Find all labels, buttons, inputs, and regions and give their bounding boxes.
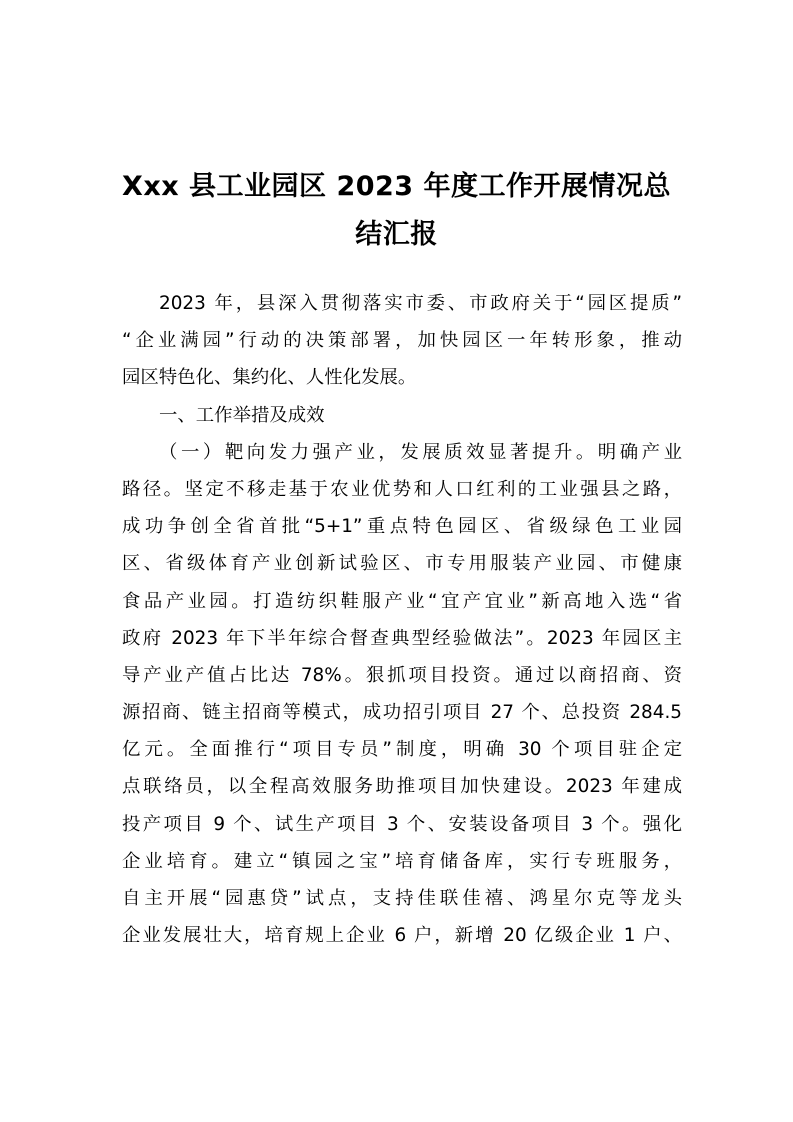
title-line: Xxx 县工业园区 2023 年度工作开展情况总 bbox=[122, 171, 671, 202]
title-line: 结汇报 bbox=[355, 219, 438, 250]
text-line: 亿元。全面推行“项目专员”制度，明确 30 个项目驻企定 bbox=[122, 739, 682, 761]
text-line: 导产业产值占比达 78%。狠抓项目投资。通过以商招商、资 bbox=[122, 664, 682, 686]
text-line: 政府 2023 年下半年综合督查典型经验做法”。2023 年园区主 bbox=[122, 627, 682, 649]
text-line: （一）靶向发力强产业，发展质效显著提升。明确产业 bbox=[159, 441, 682, 463]
section-heading bbox=[122, 397, 682, 434]
text-line: 2023 年，县深入贯彻落实市委、市政府关于“园区提质” bbox=[159, 293, 682, 314]
text-line: “企业满园”行动的决策部署，加快园区一年转形象，推动 bbox=[122, 330, 682, 352]
text-line: 一、工作举措及成效 bbox=[159, 404, 325, 426]
text-line: 区、省级体育产业创新试验区、市专用服装产业园、市健康 bbox=[122, 553, 682, 575]
paragraph-industry bbox=[122, 434, 682, 955]
text-line: 投产项目 9 个、试生产项目 3 个、安装设备项目 3 个。强化 bbox=[122, 813, 682, 835]
text-line: 自主开展“园惠贷”试点，支持佳联佳禧、鸿星尔克等龙头 bbox=[122, 888, 682, 909]
text-line: 路径。坚定不移走基于农业优势和人口红利的工业强县之路， bbox=[122, 478, 682, 500]
document-body bbox=[122, 285, 682, 954]
text-line: 点联络员，以全程高效服务助推项目加快建设。2023 年建成 bbox=[122, 776, 682, 798]
paragraph-intro bbox=[122, 285, 682, 397]
text-line: 企业发展壮大，培育规上企业 6 户，新增 20 亿级企业 1 户、 bbox=[122, 925, 682, 947]
text-line: 园区特色化、集约化、人性化发展。 bbox=[122, 367, 417, 389]
text-line: 企业培育。建立“镇园之宝”培育储备库，实行专班服务， bbox=[122, 850, 682, 872]
document-title bbox=[100, 163, 693, 259]
text-line: 食品产业园。打造纺织鞋服产业“宜产宜业”新高地入选“省 bbox=[122, 590, 682, 612]
text-line: 成功争创全省首批“5+1”重点特色园区、省级绿色工业园 bbox=[122, 516, 682, 538]
text-line: 源招商、链主招商等模式，成功招引项目 27 个、总投资 284.5 bbox=[122, 702, 682, 724]
